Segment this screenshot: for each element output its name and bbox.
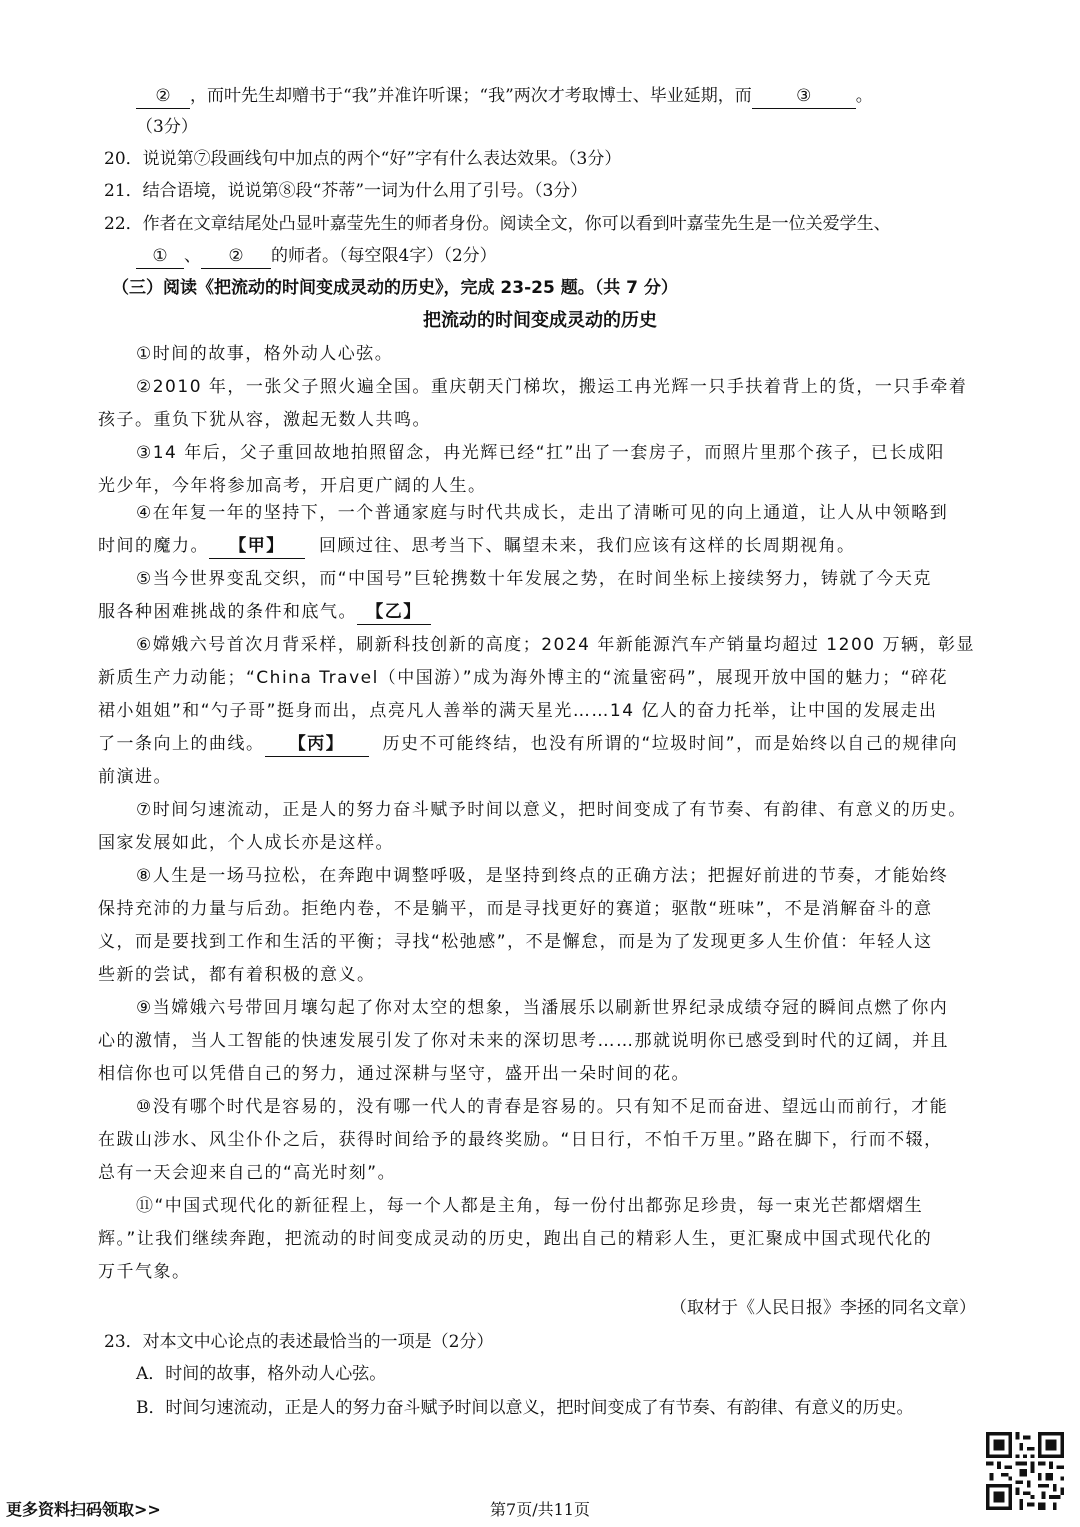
paragraph-11: ⑪“中国式现代化的新征程上，每一个人都是主角，每一份付出都弥足珍贵，每一束光芒都熠熠生 [136,1196,924,1216]
paragraph-6-cont-2: 裙小姐姐”和“勺子哥”挺身而出，点亮凡人善举的满天星光……14 亿人的奋力托举，让中国的发展走出 [98,701,938,721]
paragraph-8: ⑧人生是一场马拉松，在奔跑中调整呼吸，是坚持到终点的正确方法；把握好前进的节奏，才能始终 [136,866,949,886]
paragraph-10-cont-1: 在跋山涉水、风尘仆仆之后，获得时间给予的最终奖励。“日日行，不怕千万里。”路在脚下，行而不辍， [98,1130,943,1150]
p4-text: 时间的魔力。 [98,536,209,556]
paragraph-6: ⑥嫦娥六号首次月背采样，刷新科技创新的高度；2024 年新能源汽车产销量均超过 1200 万辆，彰显 [136,635,975,655]
q19-text: ，而叶先生却赠书于“我”并准许听课；“我”两次才考取博士、毕业延期，而 [190,86,752,106]
paragraph-6-cont-1: 新质生产力动能；“China Travel（中国游）”成为海外博主的“流量密码”，展现开放中国的魅力；“碎花 [98,668,949,688]
paragraph-7: ⑦时间匀速流动，正是人的努力奋斗赋予时间以意义，把时间变成了有节奏、有韵律、有意义的历史。 [136,800,967,820]
paragraph-3: ③14 年后，父子重回故地拍照留念，冉光辉已经“扛”出了一套房子，而照片里那个孩子，已长成阳 [136,443,945,463]
blank-1: ① [136,244,184,269]
paragraph-8-cont-3: 些新的尝试，都有着积极的意义。 [98,965,376,985]
q19-fill-line [136,80,1080,112]
footer-promo-link[interactable]: 更多资料扫码领取>> [6,1500,161,1519]
paragraph-8-cont-2: 义，而是要找到工作和生活的平衡；寻找“松弛感”，不是懈怠，而是为了发现更多人生价值：年轻人这 [98,932,933,952]
paragraph-1: ①时间的故事，格外动人心弦。 [136,344,394,364]
p5-text: 服各种困难挑战的条件和底气。 [98,602,357,622]
paragraph-10-cont-2: 总有一天会迎来自己的“高光时刻”。 [98,1163,397,1183]
mark-jia: 【甲】 [209,534,305,559]
article-title: 把流动的时间变成灵动的历史 [423,310,657,331]
question-23: 23．对本文中心论点的表述最恰当的一项是（2分） [104,1332,494,1352]
source-note: （取材于《人民日报》李拯的同名文章） [670,1298,976,1318]
paragraph-2: ②2010 年，一张父子照火遍全国。重庆朝天门梯坎，搬运工冉光辉一只手扶着背上的货，一只手牵着 [136,377,968,397]
option-b: B．时间匀速流动，正是人的努力奋斗赋予时间以意义，把时间变成了有节奏、有韵律、有意义的历史。 [136,1398,914,1418]
p4-text-2: 回顾过往、思考当下、瞩望未来，我们应该有这样的长周期视角。 [319,536,856,556]
paragraph-11-cont-2: 万千气象。 [98,1262,191,1282]
q19-end: 。 [855,86,873,106]
section-3-heading: （三）阅读《把流动的时间变成灵动的历史》，完成 23-25 题。（共 7 分） [112,278,678,298]
paragraph-8-cont-1: 保持充沛的力量与后劲。拒绝内卷，不是躺平，而是寻找更好的赛道；驱散“班味”，不是消解奋斗的意 [98,899,933,919]
option-a: A．时间的故事，格外动人心弦。 [136,1364,387,1384]
mark-bing: 【丙】 [265,732,369,757]
blank-3: ③ [752,84,856,109]
paragraph-3-cont: 光少年，今年将参加高考，开启更广阔的人生。 [98,476,487,496]
blank-2b: ② [201,244,271,269]
paragraph-11-cont-1: 辉。”让我们继续奔跑，把流动的时间变成灵动的历史，跑出自己的精彩人生，更汇聚成中国式现代化的 [98,1229,933,1249]
p6-text: 了一条向上的曲线。 [98,734,265,754]
paragraph-5: ⑤当今世界变乱交织，而“中国号”巨轮携数十年发展之势，在时间坐标上接续努力，铸就了今天克 [136,569,932,589]
question-22: 22．作者在文章结尾处凸显叶嘉莹先生的师者身份。阅读全文，你可以看到叶嘉莹先生是一位关爱学生、 [104,214,891,234]
q22-fill-line [136,240,1080,272]
q22-sep: 、 [184,246,201,266]
page-number: 第7页/共11页 [490,1500,590,1519]
question-21: 21．结合语境，说说第⑧段“芥蒂”一词为什么用了引号。（3分） [104,181,588,201]
paragraph-4-cont [98,530,1080,562]
paragraph-10: ⑩没有哪个时代是容易的，没有哪一代人的青春是容易的。只有知不足而奋进、望远山而前行，才能 [136,1097,949,1117]
mark-yi: 【乙】 [357,600,431,625]
paragraph-9-cont-1: 心的激情，当人工智能的快速发展引发了你对未来的深切思考……那就说明你已感受到时代的辽阔，并且 [98,1031,949,1051]
paragraph-4: ④在年复一年的坚持下，一个普通家庭与时代共成长，走出了清晰可见的向上通道，让人从中领略到 [136,503,949,523]
paragraph-9: ⑨当嫦娥六号带回月壤勾起了你对太空的想象，当潘展乐以刷新世界纪录成绩夺冠的瞬间点燃了你内 [136,998,949,1018]
paragraph-5-cont [98,596,1080,628]
q19-score: （3分） [136,117,198,137]
question-20: 20．说说第⑦段画线句中加点的两个“好”字有什么表达效果。（3分） [104,149,622,169]
paragraph-7-cont: 国家发展如此，个人成长亦是这样。 [98,833,394,853]
q22-rest: 的师者。（每空限4字）（2分） [271,246,497,266]
paragraph-2-cont: 孩子。重负下犹从容，激起无数人共鸣。 [98,410,431,430]
paragraph-6-cont-4: 前演进。 [98,767,172,787]
blank-2: ② [136,84,190,109]
paragraph-9-cont-2: 相信你也可以凭借自己的努力，通过深耕与坚守，盛开出一朵时间的花。 [98,1064,690,1084]
paragraph-6-cont-3 [98,728,1080,760]
p6-text-2: 历史不可能终结，也没有所谓的“垃圾时间”，而是始终以自己的规律向 [382,734,959,754]
